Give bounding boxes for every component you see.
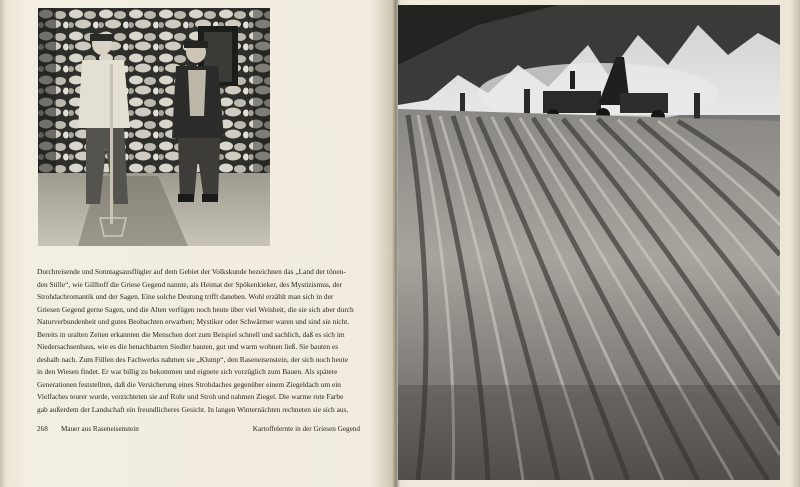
left-page	[0, 0, 396, 487]
photo-caption: Kartoffelernte in der Griesen Gegend	[252, 425, 360, 433]
page-number: 268	[37, 425, 48, 433]
body-line: Generationen feststellten, daß die Versicherung eines Strohdaches gegenüber einem Ziegeldach um ein	[37, 379, 341, 389]
body-line: Griesen Gegend gerne Sagen, und die Alten verfügen noch heute über viel Weisheit, die sie sich aber durch	[37, 304, 354, 314]
photo-potato-harvest-field	[398, 5, 780, 480]
body-line: Niedersachsenhaus, wie es die benachbarten Siedler bauten, gut und warm wohnen ließ. Sie bauten es	[37, 342, 339, 352]
body-line: gab außerdem der Landschaft ein freundlicheres Gesicht. In langen Winternächten rechneten sie sich aus,	[37, 405, 349, 415]
body-line: den Stille“, wie Gillhoff die Griese Gegend nannte, als Heimat der Spökenkieker, des Mystizismus, der	[37, 279, 342, 289]
body-line: Vielfaches teurer wurde, verzichteten sie auf Rohr und Stroh und nahmen Ziegel. Die warme rote Farbe	[37, 392, 344, 402]
body-line: Durchreisende und Sonntagsausflügler auf dem Gebiet der Volkskunde bezeichnen das „Land der tönen-	[37, 267, 346, 276]
body-line: in den Wiesen findet. Er war billig zu bekommen und eignete sich vorzüglich zum Bauen. Als spätere	[37, 367, 338, 377]
body-line: Strohdachromantik und der Sagen. Eine solche Deutung trifft daneben. Wohl erzählt man sich in der	[37, 292, 334, 302]
body-text	[37, 266, 360, 417]
photo-two-men-at-stone-wall	[38, 8, 270, 246]
right-page	[396, 0, 800, 487]
running-title: Mauer aus Raseneisenstein	[61, 425, 139, 433]
body-line: Naturverbundenheit und gutes Beobachten erwarben; Mystiker oder Schwärmer waren und sind sie nicht.	[37, 317, 350, 327]
body-line: deshalb nach. Zum Füllen des Fachwerks nahmen sie „Klump“, den Raseneisenstein, der sich noch heute	[37, 354, 348, 364]
body-line: Bereits in uralten Zeiten erkannten die Menschen dort zum Beispiel schnell und sachlich, daß es sich im	[37, 329, 345, 339]
